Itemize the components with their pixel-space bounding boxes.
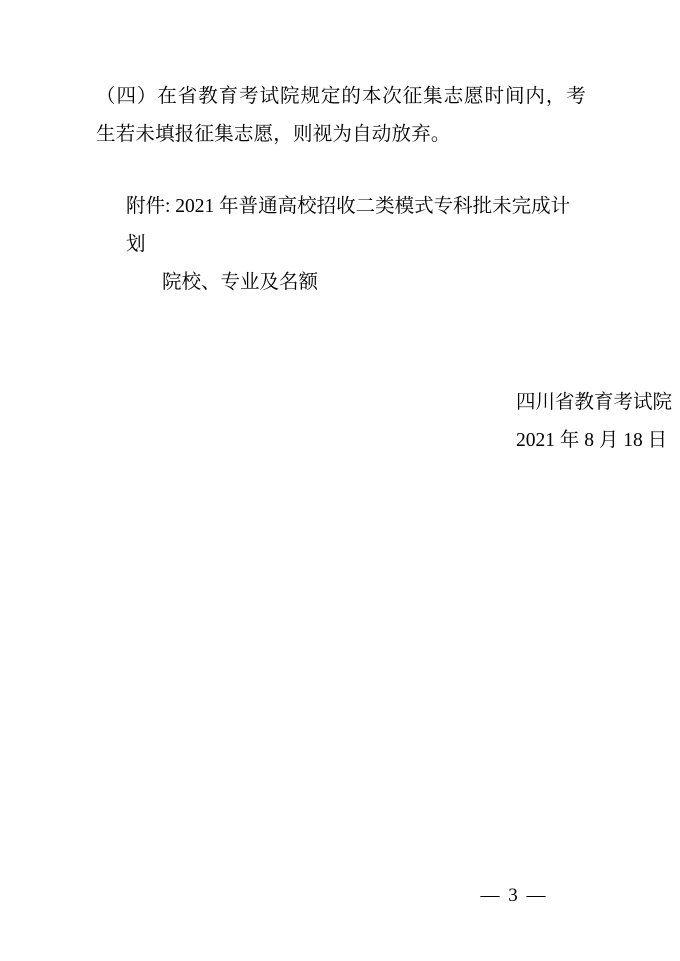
attachment-line-1: 附件: 2021 年普通高校招收二类模式专科批未完成计划 bbox=[126, 196, 571, 255]
attachment-block bbox=[96, 188, 586, 302]
signature-date: 2021 年 8 月 18 日 bbox=[516, 430, 668, 451]
document-content bbox=[96, 78, 673, 451]
page-number: — 3 — bbox=[480, 885, 548, 906]
signature-organization: 四川省教育考试院 bbox=[516, 392, 673, 413]
attachment-line-2: 院校、专业及名额 bbox=[162, 272, 319, 293]
signature-block bbox=[516, 384, 672, 460]
body-paragraph: （四）在省教育考试院规定的本次征集志愿时间内，考生若未填报征集志愿，则视为自动放弃。 bbox=[96, 86, 586, 145]
page-footer bbox=[0, 885, 680, 907]
